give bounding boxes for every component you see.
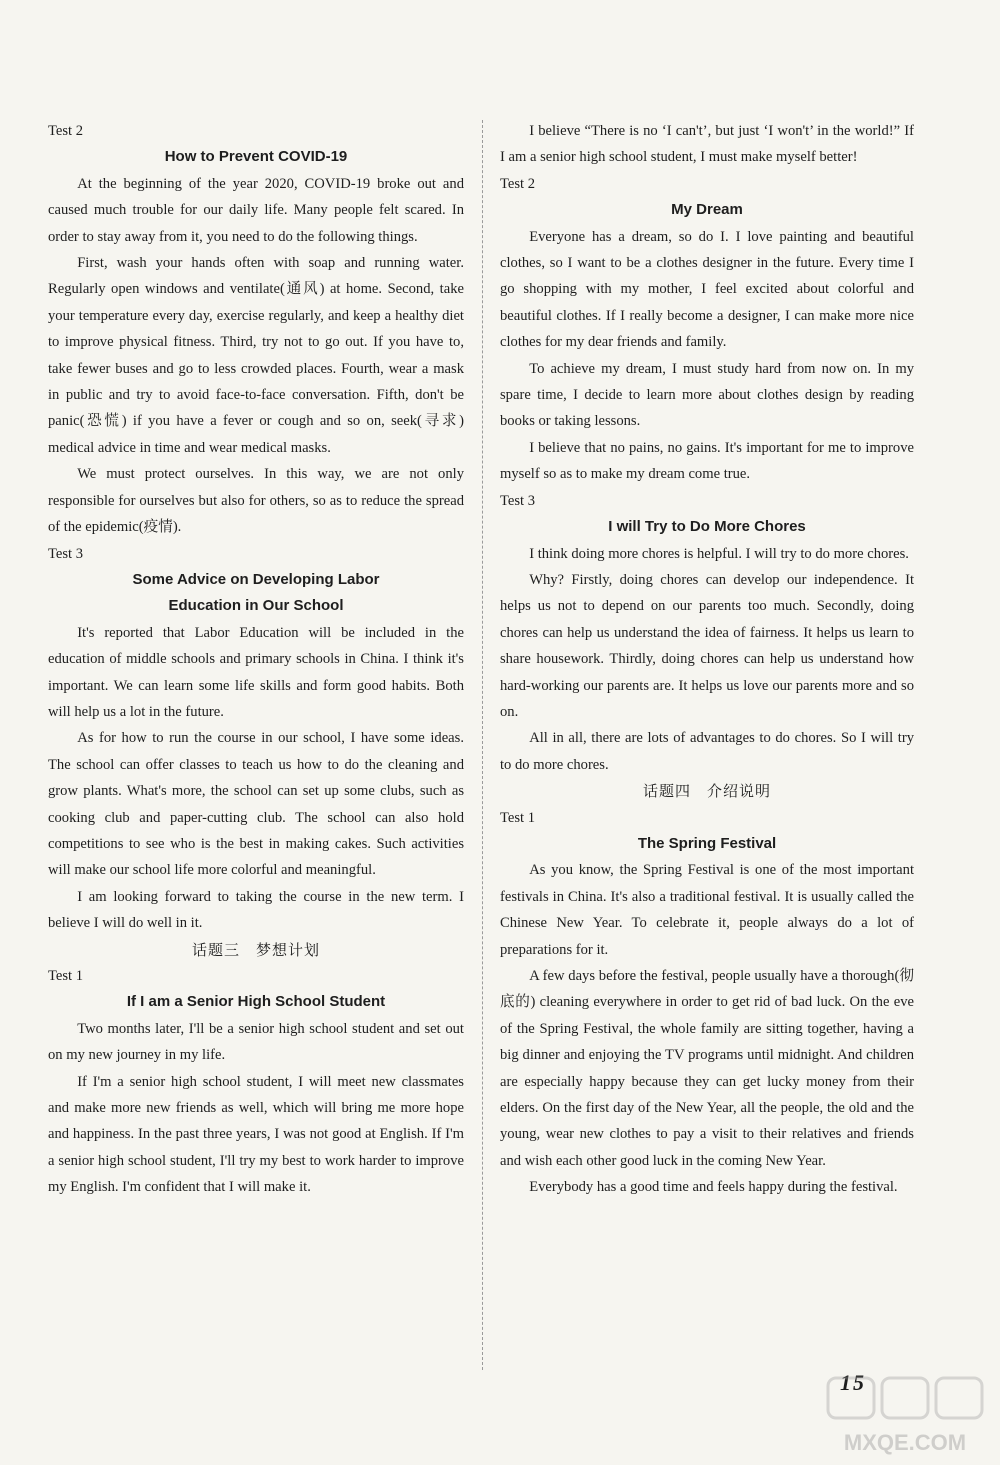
paragraph: Why? Firstly, doing chores can develop our independence. It helps us not to depend on our parents too much. Secondly, doing chores can help us understand the idea of fairness. It helps us learn to share housework. Thirdly, doing chores can help us understand how hard-working our parents are. It helps us love our parents more and so on. xyxy=(500,571,914,720)
paragraph: I think doing more chores is helpful. I will try to do more chores. xyxy=(529,545,909,562)
paragraph: As you know, the Spring Festival is one of the most important festivals in China. It's also a traditional festival. It is usually called the Chinese New Year. To celebrate it, people always do a lot of preparations for it. xyxy=(500,862,914,958)
test-label: Test 3 xyxy=(500,492,536,509)
paragraph: A few days before the festival, people usually have a thorough(彻底的) cleaning everywhere in order to get rid of bad luck. On the eve of the Spring Festival, the whole family are sitting together, having a big dinner and enjoying the TV programs until midnight. And children are especially happy because they can get lucky money from their elders. On the first day of the New Year, all the people, the old and the young, wear new clothes to pay a visit to their relatives and friends and wish each other good luck in the coming New Year. xyxy=(500,968,914,1169)
essay-title: My Dream xyxy=(671,201,743,219)
paragraph: I believe that no pains, no gains. It's important for me to improve myself so as to make my dream come true. xyxy=(500,439,914,483)
paragraph: We must protect ourselves. In this way, we are not only responsible for ourselves but also for others, so as to reduce the spread of the epidemic(疫情). xyxy=(48,466,464,536)
essay-title: The Spring Festival xyxy=(637,834,777,852)
test-label: Test 1 xyxy=(500,809,536,826)
paragraph: To achieve my dream, I must study hard from now on. In my spare time, I decide to learn more about clothes design by reading books or taking lessons. xyxy=(500,360,914,430)
essay-title: How to Prevent COVID-19 xyxy=(164,148,348,166)
paragraph: At the beginning of the year 2020, COVID-19 broke out and caused much trouble for our daily life. Many people felt scared. In order to stay away from it, you need to do the following things. xyxy=(48,175,464,245)
paragraph: I believe “There is no ‘I can't’, but just ‘I won't’ in the world!” If I am a senior high school student, I must make myself better! xyxy=(500,123,914,166)
paragraph: All in all, there are lots of advantages to do chores. So I will try to do more chores. xyxy=(500,730,914,773)
right-column xyxy=(500,118,914,1201)
paragraph: If I'm a senior high school student, I will meet new classmates and make more new friends as well, which will bring me more hope and happiness. In the past three years, I was not good at English. If I'm a senior high school student, I'll try my best to work harder to improve my English. I'm confident that I will make it. xyxy=(48,1073,464,1196)
left-column xyxy=(48,118,464,1201)
watermark-text: MXQE.COM xyxy=(843,1430,967,1455)
essay-title: If I am a Senior High School Student xyxy=(126,993,386,1011)
topic-heading: 话题三 梦想计划 xyxy=(191,940,320,959)
paragraph: As for how to run the course in our school, I have some ideas. The school can offer classes to teach us how to do the cleaning and grow plants. What's more, the school can set up some clubs, such as cooking club and paper-cutting club. The school can also hold competitions to see who is the best in making cakes. Such activities will make our school life more colorful and meaningful. xyxy=(48,730,464,879)
topic-heading: 话题四 介绍说明 xyxy=(642,782,771,801)
test-label: Test 3 xyxy=(48,545,84,562)
column-divider xyxy=(482,120,483,1370)
paragraph: I am looking forward to taking the course in the new term. I believe I will do well in it. xyxy=(48,888,464,932)
test-label: Test 1 xyxy=(48,968,84,984)
page-number: 15 xyxy=(840,1370,866,1395)
essay-title-line2: Education in Our School xyxy=(168,597,344,615)
essay-title: I will Try to Do More Chores xyxy=(608,518,806,536)
paragraph: It's reported that Labor Education will be included in the education of middle schools and primary schools in China. I think it's important. We can learn some life skills and form good habits. Both will help us a lot in the future. xyxy=(48,624,464,720)
paragraph: Two months later, I'll be a senior high school student and set out on my new journey in my life. xyxy=(48,1020,464,1064)
test-label: Test 2 xyxy=(48,123,84,139)
paragraph: Everyone has a dream, so do I. I love painting and beautiful clothes, so I want to be a clothes designer in the future. Every time I go shopping with my mother, I feel excited about colorful and beautiful clothes. If I really become a designer, I can make more nice clothes for my dear friends and family. xyxy=(500,228,914,351)
test-label: Test 2 xyxy=(500,175,536,192)
paragraph: First, wash your hands often with soap and running water. Regularly open windows and ventilate(通风) at home. Second, take your temperature every day, exercise regularly, and keep a healthy diet to improve physical fitness. Third, try not to go out. If you have to, take fewer buses and go to less crowded places. Fourth, wear a mask in public and try to avoid face-to-face conversation. Fifth, don't be panic(恐慌) if you have a fever or cough and so on, seek(寻求) medical advice in time and wear medical masks. xyxy=(48,255,464,456)
paragraph: Everybody has a good time and feels happy during the festival. xyxy=(529,1179,898,1196)
essay-title: Some Advice on Developing Labor xyxy=(132,570,380,588)
